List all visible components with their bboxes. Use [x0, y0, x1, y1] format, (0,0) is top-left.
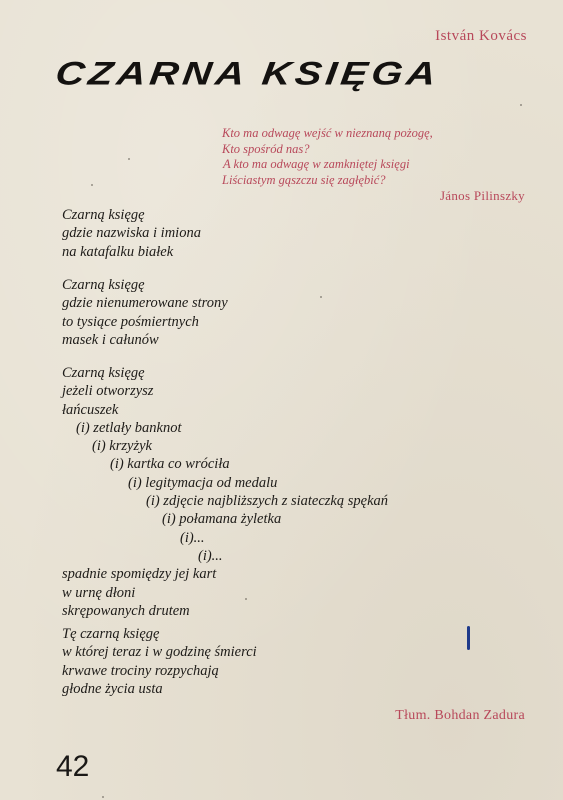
poem-line: Czarną księgę — [62, 277, 145, 293]
poem-line: głodne życia usta — [62, 680, 163, 697]
poem-line: Czarną księgę — [62, 365, 145, 381]
poem-line: spadnie spomiędzy jej kart — [62, 566, 217, 583]
epigraph-line: A kto ma odwagę w zamkniętej księgi — [223, 157, 410, 171]
poem-line: masek i całunów — [62, 331, 159, 348]
poem-line: to tysiące pośmiertnych — [62, 313, 199, 330]
poem-line: gdzie nienumerowane strony — [62, 295, 228, 312]
poem-line: skrępowanych drutem — [62, 602, 190, 619]
ink-mark — [467, 626, 470, 650]
poem-line: (i) legitymacja od medalu — [128, 474, 278, 491]
poem-line: na katafalku białek — [62, 243, 174, 260]
paper-speck — [520, 104, 522, 106]
poem-line: gdzie nazwiska i imiona — [62, 225, 201, 242]
epigraph-line: Liściastym gąszczu się zagłębić? — [222, 172, 386, 187]
epigraph-line: Kto spośród nas? — [222, 141, 310, 156]
poem-line: (i)... — [180, 529, 205, 546]
poem-line: krwawe trociny rozpychają — [62, 662, 219, 679]
epigraph — [222, 126, 542, 188]
poem-line: Czarną księgę — [62, 207, 145, 223]
poem-line: jeżeli otworzysz — [62, 383, 154, 400]
poem-line: (i) zdjęcie najbliższych z siateczką spękań — [146, 493, 389, 510]
paper-speck — [91, 184, 93, 186]
paper-speck — [320, 296, 322, 298]
paper-speck — [102, 796, 104, 798]
translator-credit: Tłum. Bohdan Zadura — [395, 708, 525, 723]
poem-line: w urnę dłoni — [62, 584, 136, 601]
poem-line: łańcuszek — [62, 401, 119, 418]
page-number: 42 — [56, 750, 90, 783]
poem-line: (i) krzyżyk — [92, 438, 152, 455]
poem-line: (i) połamana żyletka — [162, 511, 282, 528]
poem-line: (i) kartka co wróciła — [110, 456, 230, 473]
poem-line: w której teraz i w godzinę śmierci — [62, 644, 257, 661]
poem-title: CZARNA KSIĘGA — [53, 56, 442, 93]
poem-author: István Kovács — [435, 28, 527, 44]
paper-speck — [128, 158, 130, 160]
poem-line: (i) zetlały banknot — [76, 419, 182, 436]
stanza-1 — [62, 206, 201, 261]
epigraph-author: János Pilinszky — [439, 188, 525, 203]
paper-speck — [245, 598, 247, 600]
stanza-3 — [62, 364, 388, 620]
epigraph-line: Kto ma odwagę wejść w nieznaną pożogę, — [222, 126, 433, 140]
poem-line: (i)... — [198, 547, 223, 564]
poem-line: Tę czarną księgę — [62, 626, 160, 642]
stanza-2 — [62, 276, 228, 349]
stanza-4 — [62, 625, 257, 698]
